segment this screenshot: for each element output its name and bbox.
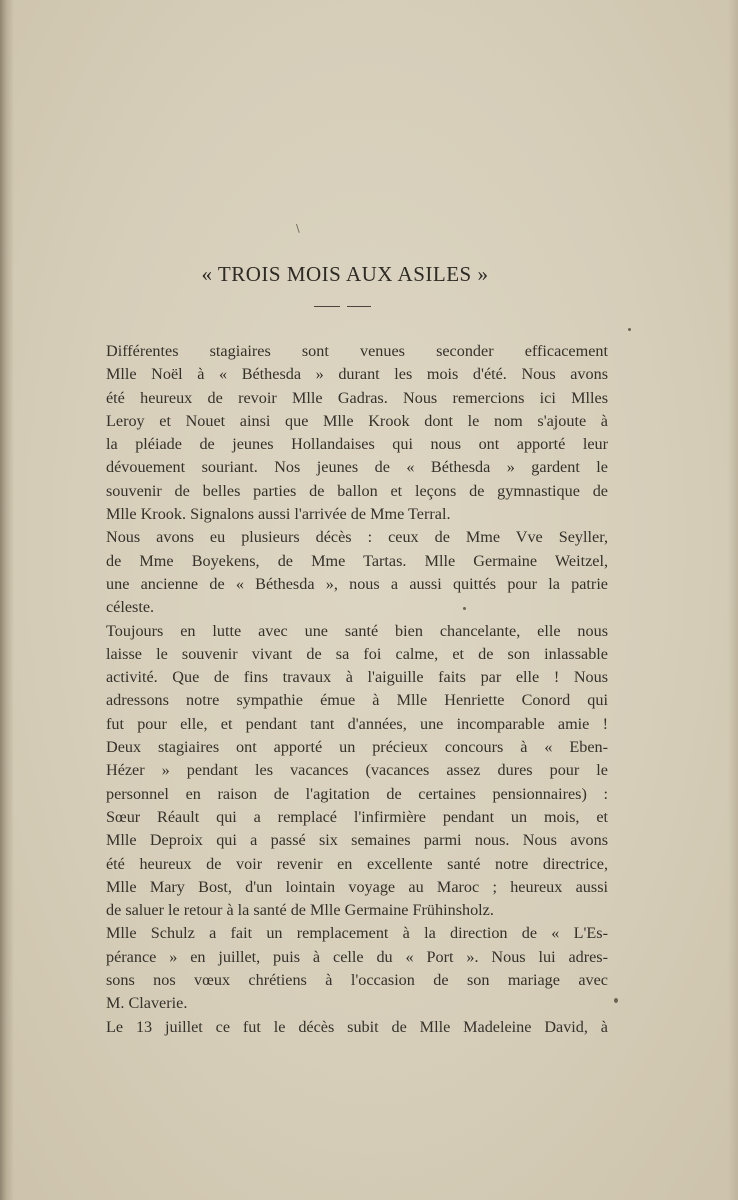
text-line: Leroy et Nouet ainsi que Mlle Krook dont le nom s'ajoute à (106, 411, 608, 430)
text-line: Différentes stagiaires sont venues seconder efficacement (106, 342, 608, 360)
text-line: M. Claverie. (106, 994, 188, 1013)
text-line: Toujours en lutte avec une santé bien chancelante, elle nous (106, 621, 608, 640)
page-left-shadow (0, 0, 14, 1200)
text-line: une ancienne de « Béthesda », nous a aussi quittés pour la patrie (106, 574, 608, 593)
text-line: été heureux de revoir Mlle Gadras. Nous remercions ici Mlles (106, 388, 608, 407)
text-line: Mlle Mary Bost, d'un lointain voyage au Maroc ; heureux aussi (106, 877, 608, 896)
text-line: céleste. (106, 598, 155, 617)
paper-speck (463, 607, 466, 610)
paper-speck (628, 328, 631, 331)
page-title: « TROIS MOIS AUX ASILES » (201, 262, 489, 286)
text-line: Mlle Schulz a fait un remplacement à la direction de « L'Es- (106, 924, 608, 943)
text-line: Sœur Réault qui a remplacé l'infirmière pendant un mois, et (106, 807, 608, 826)
article-body (106, 340, 608, 1039)
text-line: Mlle Krook. Signalons aussi l'arrivée de Mme Terral. (106, 505, 451, 524)
text-line: de Mme Boyekens, de Mme Tartas. Mlle Germaine Weitzel, (106, 551, 608, 570)
text-line: Le 13 juillet ce fut le décès subit de Mlle Madeleine David, à (106, 1017, 608, 1036)
text-line: Deux stagiaires ont apporté un précieux concours à « Eben- (106, 738, 608, 757)
text-line: la pléiade de jeunes Hollandaises qui nous ont apporté leur (106, 435, 608, 454)
text-line: fut pour elle, et pendant tant d'années, une incomparable amie ! (106, 714, 608, 733)
text-line: sons nos vœux chrétiens à l'occasion de son mariage avec (106, 971, 608, 990)
page-mark: \ (296, 222, 300, 235)
text-line: activité. Que de fins travaux à l'aiguille faits par elle ! Nous (106, 668, 608, 687)
text-line: pérance » en juillet, puis à celle du « Port ». Nous lui adres- (106, 947, 608, 966)
text-line: Nous avons eu plusieurs décès : ceux de Mme Vve Seyller, (106, 528, 608, 547)
text-line: été heureux de voir revenir en excellente santé notre directrice, (106, 854, 608, 873)
text-line: de saluer le retour à la santé de Mlle Germaine Frühinsholz. (106, 901, 494, 920)
title-rule-left (314, 306, 340, 307)
text-line: dévouement souriant. Nos jeunes de « Béthesda » gardent le (106, 458, 608, 477)
page-right-shadow (728, 0, 738, 1200)
text-line: souvenir de belles parties de ballon et leçons de gymnastique de (106, 481, 608, 500)
text-line: Hézer » pendant les vacances (vacances assez dures pour le (106, 761, 608, 780)
text-line: personnel en raison de l'agitation de certaines pensionnaires) : (106, 784, 608, 803)
text-line: adressons notre sympathie émue à Mlle Henriette Conord qui (106, 691, 608, 710)
paper-speck (614, 998, 618, 1003)
title-rule-right (347, 306, 371, 307)
text-line: Mlle Noël à « Béthesda » durant les mois d'été. Nous avons (106, 365, 608, 384)
text-line: laisse le souvenir vivant de sa foi calme, et de son inlassable (106, 644, 608, 663)
text-line: Mlle Deproix qui a passé six semaines parmi nous. Nous avons (106, 831, 608, 850)
